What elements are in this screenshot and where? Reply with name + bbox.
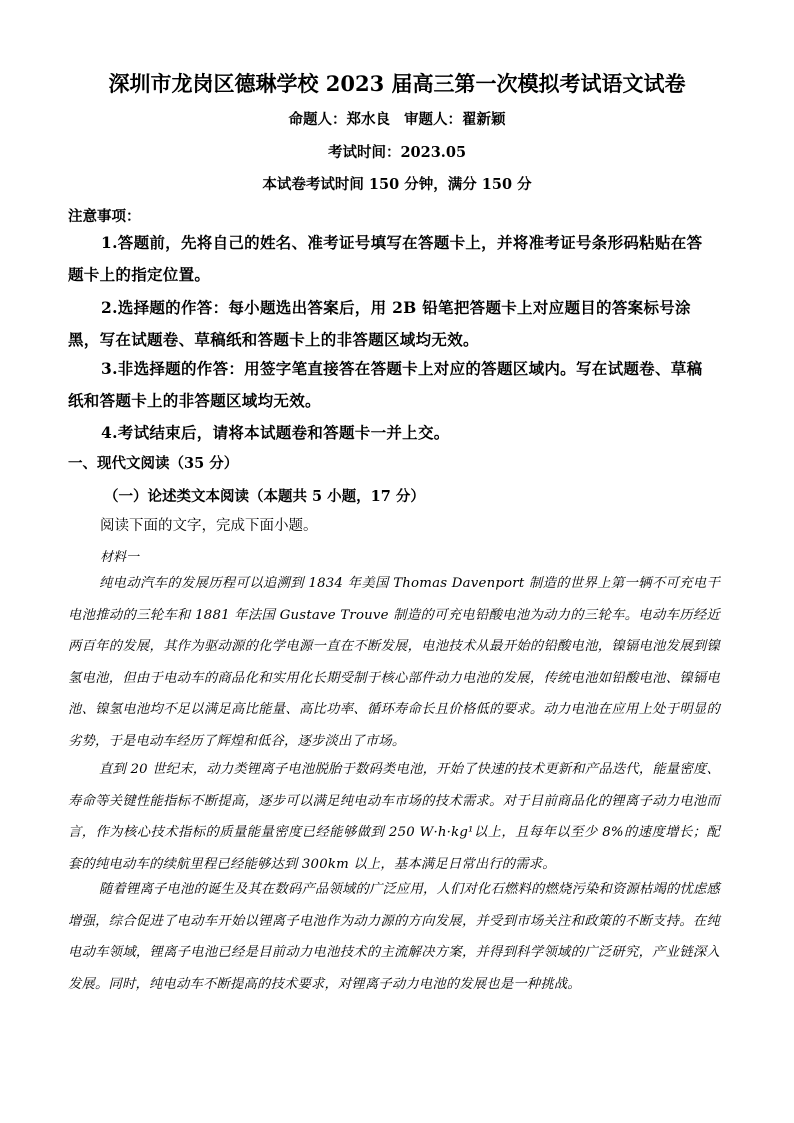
passage-paragraph: 随着锂离子电池的诞生及其在数码产品领域的广泛应用，人们对化石燃料的燃烧污染和资源枯竭的忧虑感增强，综合促进了电动车开始以锂离子电池作为动力源的方向发展，并受到市场关注和政策的不断支持。在纯电动车领域，锂离子电池已经是目前动力电池技术的主流解决方案，并得到科学领域的广泛研究，产业链深入发展。同时，纯电动车不断提高的技术要求，对锂离子动力电池的发展也是一种挑战。	[68, 882, 720, 992]
notice-heading: 注意事项：	[68, 208, 141, 225]
passage-paragraph: 直到 20 世纪末，动力类锂离子电池脱胎于数码类电池，开始了快速的技术更新和产品迭代，能量密度、寿命等关键性能指标不断提高，逐步可以满足纯电动车市场的技术需求。对于目前商品化的锂离子动力电池而言，作为核心技术指标的质量能量密度已经能够做到 250 W·h·kg¹以上，且每年以至少 8%的速度增长；配套的纯电动车的续航里程已经能够达到 300km 以上，基本满足日常出行的需求。	[68, 762, 720, 872]
exam-time: 考试时间：2023.05	[327, 144, 467, 161]
setter-label: 命题人：郑水良	[288, 111, 390, 128]
notice-item: 3.非选择题的作答：用签字笔直接答在答题卡上对应的答题区域内。写在试题卷、草稿纸和答题卡上的非答题区域均无效。	[68, 359, 703, 410]
author-line	[0, 108, 794, 129]
subsection-title: （一）论述类文本阅读（本题共 5 小题，17 分）	[104, 488, 425, 505]
reviewer-label: 审题人：翟新颖	[404, 111, 506, 128]
notice-item: 1.答题前，先将自己的姓名、准考证号填写在答题卡上，并将准考证号条形码粘贴在答题卡上的指定位置。	[68, 233, 703, 284]
material-label: 材料一	[100, 550, 140, 565]
exam-duration: 本试卷考试时间 150 分钟，满分 150 分	[262, 176, 532, 193]
reading-instruction: 阅读下面的文字，完成下面小题。	[100, 518, 318, 534]
passage-paragraph: 纯电动汽车的发展历程可以追溯到 1834 年美国 Thomas Davenport 制造的世界上第一辆不可充电干电池推动的三轮车和 1881 年法国 Gustave Trouve 制造的可充电铅酸电池为动力的三轮车。电动车历经近两百年的发展，其作为驱动源的化学电源一直在不断发展，电池技术从最开始的铅酸电池，镍镉电池发展到镍氢电池，但由于电动车的商品化和实用化长期受制于核心部件动力电池的发展，传统电池如铅酸电池、镍镉电池、镍氢电池均不足以满足高比能量、高比功率、循环寿命长且价格低的要求。动力电池在应用上处于明显的劣势，于是电动车经历了辉煌和低谷，逐步淡出了市场。	[68, 576, 720, 749]
notice-item: 2.选择题的作答：每小题选出答案后，用 2B 铅笔把答题卡上对应题目的答案标号涂黑，写在试题卷、草稿纸和答题卡上的非答题区域均无效。	[68, 298, 691, 349]
notice-item: 4.考试结束后，请将本试题卷和答题卡一并上交。	[101, 423, 450, 442]
exam-title: 深圳市龙岗区德琳学校 2023 届高三第一次模拟考试语文试卷	[108, 71, 686, 96]
section-title: 一、现代文阅读（35 分）	[68, 455, 239, 472]
